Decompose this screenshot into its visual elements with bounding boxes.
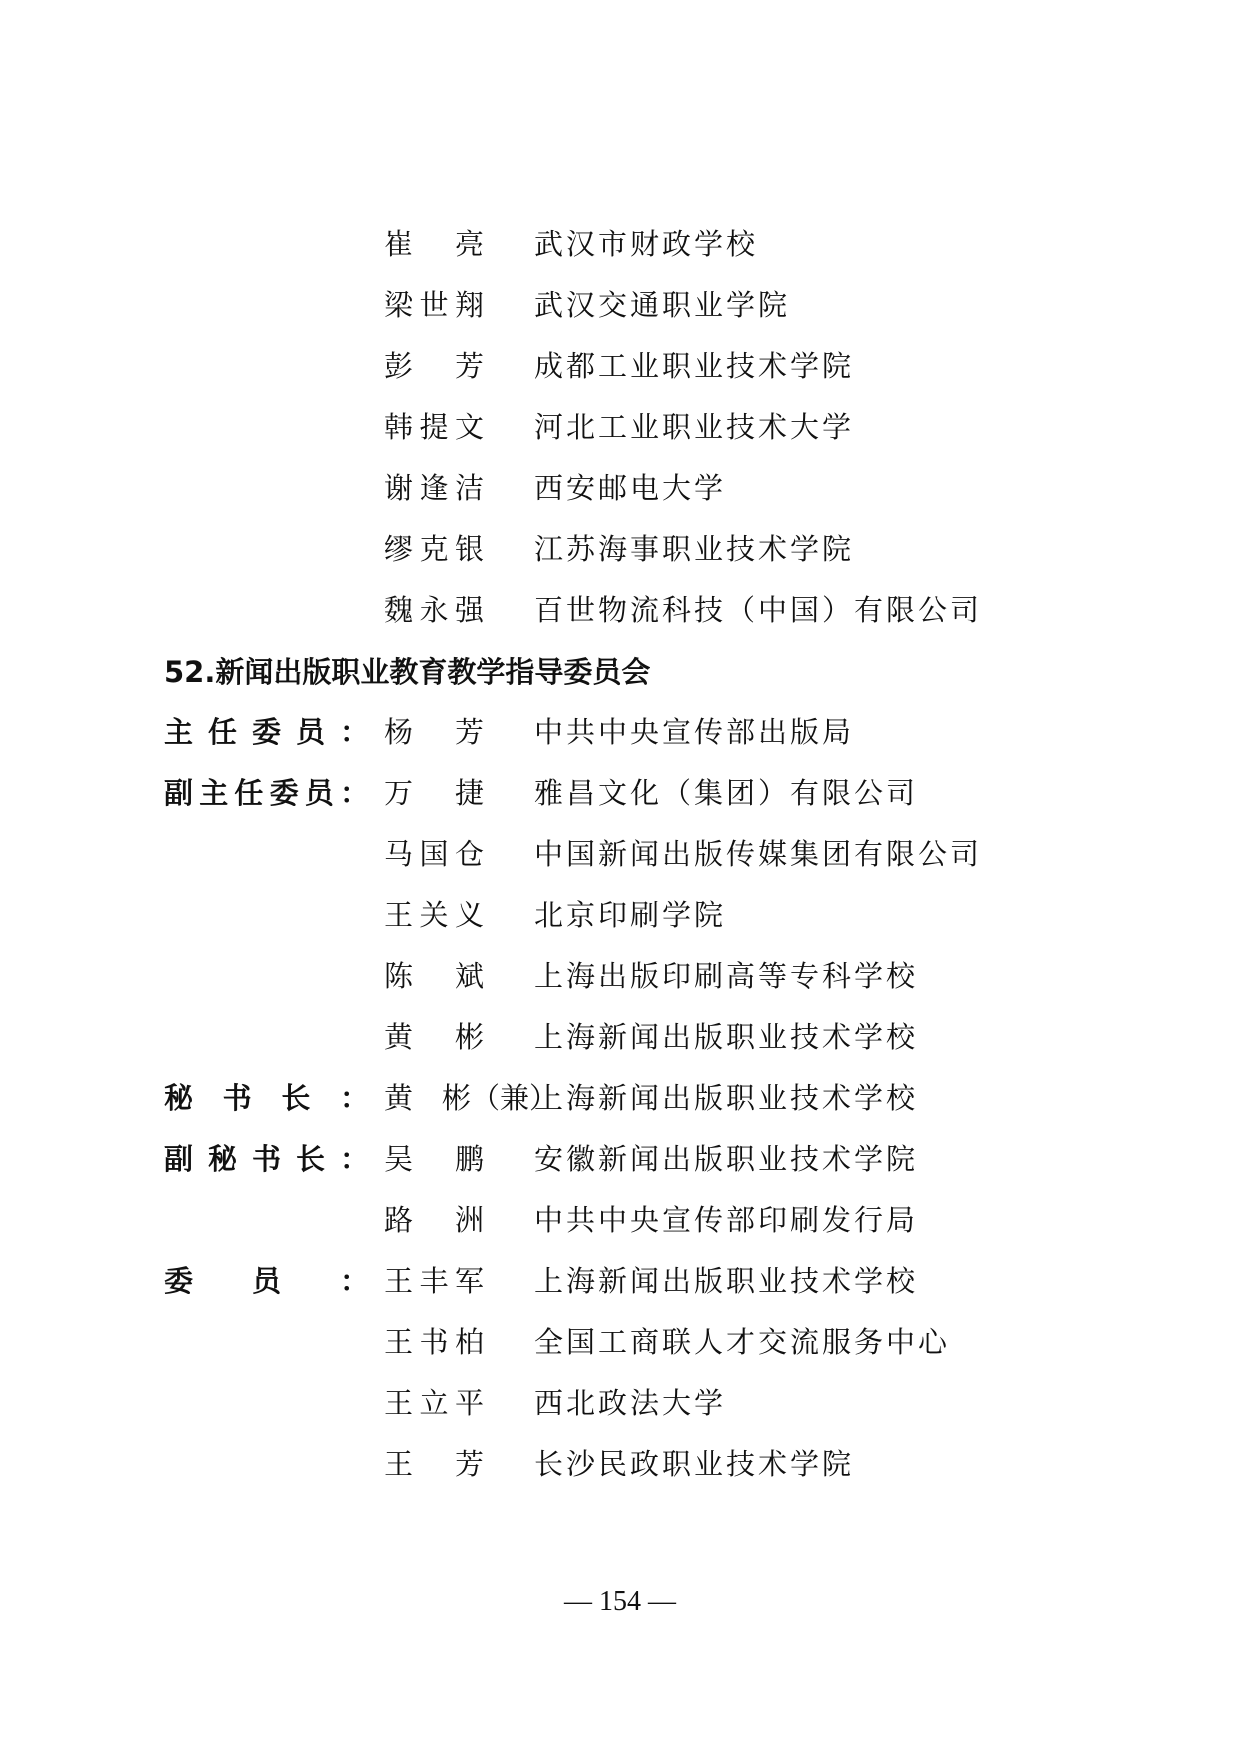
committee-row: [0, 1139, 1240, 1179]
committee-row: [0, 834, 1240, 874]
role-label: [164, 1261, 369, 1301]
role-char: 员: [295, 715, 325, 749]
name-char: 彬: [454, 1020, 484, 1054]
member-name: [384, 712, 484, 752]
role-char: 长: [281, 1081, 311, 1115]
role-char: 委: [251, 715, 281, 749]
member-name: [384, 468, 484, 508]
page-number: — 154 —: [564, 1586, 676, 1617]
member-name: [384, 1017, 484, 1057]
name-char: 提: [419, 410, 449, 444]
name-char: 陈: [384, 959, 414, 993]
member-org: 百世物流科技（中国）有限公司: [534, 593, 983, 627]
name-char: 马: [384, 837, 414, 871]
member-name: [384, 529, 484, 569]
member-row: [0, 529, 1240, 569]
role-char: 员: [304, 776, 334, 810]
member-org: 中共中央宣传部印刷发行局: [534, 1203, 919, 1237]
role-label: [164, 1139, 369, 1179]
name-char: 彭: [384, 349, 414, 383]
role-char: 秘: [207, 1142, 237, 1176]
name-char: 国: [419, 837, 449, 871]
member-org: 上海新闻出版职业技术学校: [534, 1081, 919, 1115]
member-name: [384, 1139, 484, 1179]
name-char: 翔: [454, 288, 484, 322]
member-row: [0, 468, 1240, 508]
name-char: 世: [419, 288, 449, 322]
member-org: 雅昌文化（集团）有限公司: [534, 776, 919, 810]
name-char: 芳: [454, 1447, 484, 1481]
role-char: 委: [269, 776, 299, 810]
member-name: [384, 346, 484, 386]
member-org: 武汉交通职业学院: [534, 288, 791, 322]
name-char: 洲: [454, 1203, 484, 1237]
name-char: 万: [384, 776, 414, 810]
name-char: 崔: [384, 227, 414, 261]
member-name: [384, 1200, 484, 1240]
role-char: ：: [339, 776, 369, 810]
name-char: 梁: [384, 288, 414, 322]
member-org: 全国工商联人才交流服务中心: [534, 1325, 951, 1359]
member-name: [384, 834, 484, 874]
member-name: [384, 590, 484, 630]
name-char: 柏: [454, 1325, 484, 1359]
role-char: 主: [199, 776, 229, 810]
committee-row: [0, 1078, 1240, 1118]
name-char: 洁: [454, 471, 484, 505]
member-name: [384, 895, 484, 935]
role-char: 长: [295, 1142, 325, 1176]
name-char: 丰: [419, 1264, 449, 1298]
committee-row: [0, 1261, 1240, 1301]
member-name: [384, 285, 484, 325]
name-char: 韩: [384, 410, 414, 444]
role-char: 秘: [164, 1081, 194, 1115]
role-char: ：: [339, 715, 369, 749]
member-row: [0, 590, 1240, 630]
name-char: 王: [384, 1386, 414, 1420]
name-char: 芳: [454, 349, 484, 383]
name-char: 缪: [384, 532, 414, 566]
role-char: 书: [222, 1081, 252, 1115]
committee-row: [0, 956, 1240, 996]
committee-row: [0, 895, 1240, 935]
member-name: 黄 彬（兼）: [384, 1081, 559, 1115]
name-char: 吴: [384, 1142, 414, 1176]
name-char: 平: [454, 1386, 484, 1420]
member-org: 河北工业职业技术大学: [534, 410, 855, 444]
name-char: 立: [419, 1386, 449, 1420]
role-label: [164, 1078, 369, 1118]
committee-row: [0, 1322, 1240, 1362]
name-char: 文: [454, 410, 484, 444]
name-char: 仓: [454, 837, 484, 871]
member-name: [384, 224, 484, 264]
role-char: ：: [339, 1264, 369, 1298]
committee-row: [0, 1017, 1240, 1057]
name-char: 芳: [454, 715, 484, 749]
committee-row: [0, 712, 1240, 752]
member-name: [384, 956, 484, 996]
role-char: 书: [251, 1142, 281, 1176]
name-char: 谢: [384, 471, 414, 505]
member-org: 江苏海事职业技术学院: [534, 532, 855, 566]
name-char: 黄: [384, 1020, 414, 1054]
member-org: 上海出版印刷高等专科学校: [534, 959, 919, 993]
member-org: 西北政法大学: [534, 1386, 727, 1420]
name-char: 逢: [419, 471, 449, 505]
member-name: [384, 1322, 484, 1362]
name-char: 王: [384, 1325, 414, 1359]
member-name: [384, 773, 484, 813]
member-org: 北京印刷学院: [534, 898, 727, 932]
name-char: 王: [384, 1447, 414, 1481]
role-char: 副: [164, 1142, 194, 1176]
name-char: 路: [384, 1203, 414, 1237]
committee-row: [0, 1200, 1240, 1240]
role-label: [164, 773, 369, 813]
name-char: 王: [384, 898, 414, 932]
role-label: [164, 712, 369, 752]
name-char: 克: [419, 532, 449, 566]
role-char: 委: [164, 1264, 194, 1298]
member-org: 中国新闻出版传媒集团有限公司: [534, 837, 983, 871]
member-org: 中共中央宣传部出版局: [534, 715, 855, 749]
role-char: ：: [339, 1142, 369, 1176]
name-char: 军: [454, 1264, 484, 1298]
committee-row: [0, 773, 1240, 813]
name-char: 王: [384, 1264, 414, 1298]
member-org: 成都工业职业技术学院: [534, 349, 855, 383]
member-row: [0, 346, 1240, 386]
name-char: 永: [419, 593, 449, 627]
name-char: 强: [454, 593, 484, 627]
member-org: 安徽新闻出版职业技术学院: [534, 1142, 919, 1176]
name-char: 亮: [454, 227, 484, 261]
member-row: [0, 224, 1240, 264]
name-char: 杨: [384, 715, 414, 749]
member-name: [384, 1383, 484, 1423]
name-char: 银: [454, 532, 484, 566]
name-char: 斌: [454, 959, 484, 993]
role-char: 任: [234, 776, 264, 810]
member-org: 上海新闻出版职业技术学校: [534, 1020, 919, 1054]
member-name: [384, 407, 484, 447]
name-char: 书: [419, 1325, 449, 1359]
name-char: 魏: [384, 593, 414, 627]
role-char: ：: [339, 1081, 369, 1115]
name-char: 鹏: [454, 1142, 484, 1176]
role-char: 任: [207, 715, 237, 749]
role-char: 主: [164, 715, 194, 749]
member-org: 上海新闻出版职业技术学校: [534, 1264, 919, 1298]
member-name: [384, 1261, 484, 1301]
name-char: 关: [419, 898, 449, 932]
name-char: 义: [454, 898, 484, 932]
section-title: 52.新闻出版职业教育教学指导委员会: [164, 655, 651, 689]
role-char: 副: [164, 776, 194, 810]
committee-row: [0, 1383, 1240, 1423]
member-row: [0, 407, 1240, 447]
committee-row: [0, 1444, 1240, 1484]
member-org: 武汉市财政学校: [534, 227, 759, 261]
name-char: 捷: [454, 776, 484, 810]
member-org: 西安邮电大学: [534, 471, 727, 505]
member-name: [384, 1444, 484, 1484]
member-row: [0, 285, 1240, 325]
role-char: 员: [251, 1264, 281, 1298]
member-org: 长沙民政职业技术学院: [534, 1447, 855, 1481]
